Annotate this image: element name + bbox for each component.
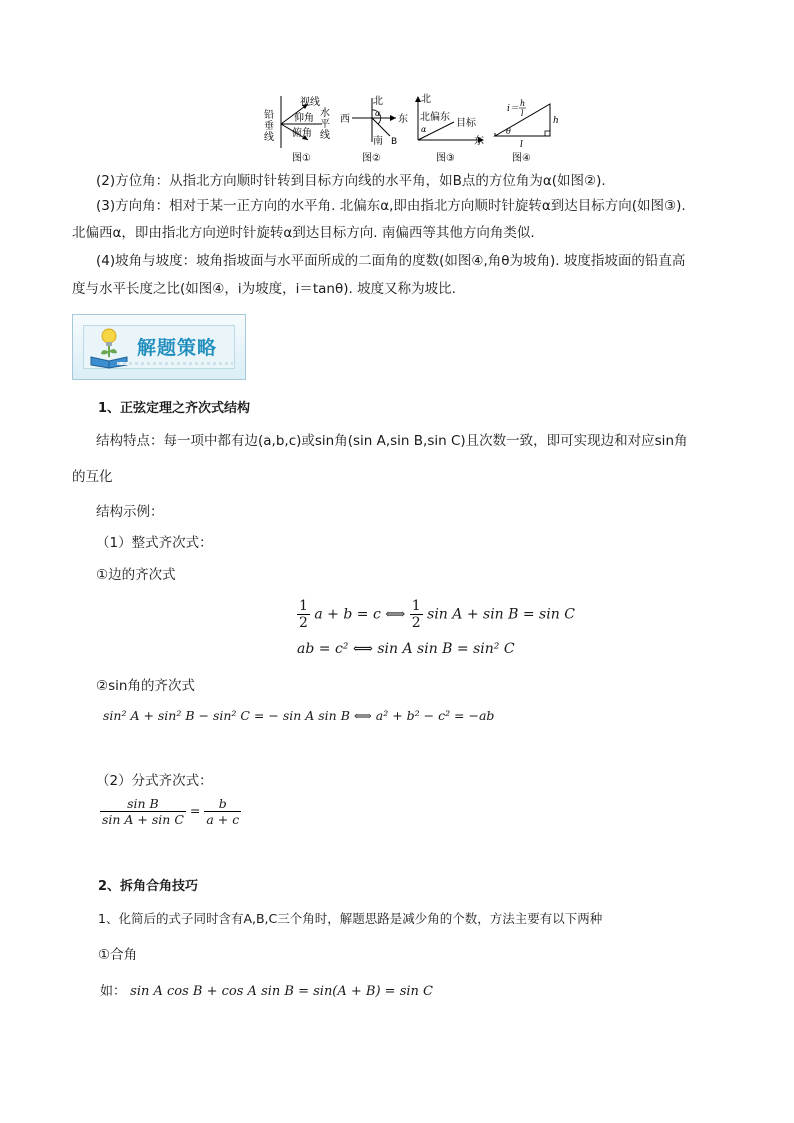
fig4-frac-num: h [520,99,526,108]
figure-2 [340,95,408,164]
fig1-horiz-2: 平 [320,119,330,130]
fig2-east: 东 [398,114,408,125]
fig3-north: 北 [421,94,431,105]
banner-stripes [117,362,233,365]
equals-sign: = [189,803,201,818]
fig2-north: 北 [373,96,383,107]
fig3-angle: α [421,125,427,134]
paragraph-azimuth: (2)方位角：从指北方向顺时针转到目标方向线的水平角，如B点的方位角为α(如图②). [96,173,606,189]
section1-integral-label: （1）整式齐次式： [96,535,213,551]
figure-4 [495,99,559,164]
fig3-ne: 北偏东 [420,112,450,123]
fig4-l: l [520,140,523,150]
strategy-banner [72,314,246,380]
section1-example-label: 结构示例： [96,504,164,520]
figure-1 [264,95,330,164]
fig2-west: 西 [340,114,350,125]
fig1-horiz-1: 水 [320,108,330,119]
half-fraction-1: $\frac{1}{2}$ [299,598,308,631]
fig2-angle: α [375,109,381,118]
example-equation: sin A cos B + cos A sin B = sin(A + B) = sin C [130,984,433,999]
fig4-theta: θ [506,127,511,136]
paragraph-direction-1: (3)方向角：相对于某一正方向的水平角. 北偏东α,即由指北方向顺时针旋转α到达目标方向(如图③). [96,198,686,214]
fig3-caption: 图③ [436,153,455,164]
equation-fractional [100,796,241,827]
equation-side-homogeneous-1 [297,598,575,631]
section1-heading: 1、正弦定理之齐次式结构 [98,401,251,416]
section1-sin-label: ②sin角的齐次式 [96,678,195,694]
section2-merge-label: ①合角 [98,947,138,963]
fig1-line-3: 线 [264,132,274,143]
section2-heading: 2、拆角合角技巧 [98,879,199,894]
paragraph-slope-2: 度与水平长度之比(如图④，i为坡度，i＝tanθ). 坡度又称为坡比. [72,281,456,297]
fig3-target: 目标 [456,118,476,129]
eq1-left: a + b = c ⟺ [314,606,406,623]
fig4-i-prefix: i＝ [507,104,519,114]
fig2-caption: 图② [362,153,381,164]
figure-3 [415,93,484,164]
section1-fractional-label: （2）分式齐次式： [96,773,213,789]
fig4-h: h [553,116,559,126]
fig1-elevation: 仰角 [294,113,314,124]
fig4-frac-den: l [521,109,524,118]
eq1-right: sin A + sin B = sin C [427,606,575,623]
fraction-right: $\frac{b}{a + c}$ [206,796,240,827]
example-prefix: 如： [100,984,127,999]
fig1-sight: 视线 [300,97,320,108]
fig1-line-2: 垂 [264,121,274,132]
half-fraction-2: $\frac{1}{2}$ [411,598,421,631]
fig1-horiz-3: 线 [320,130,330,141]
equation-side-homogeneous-2: ab = c² ⟺ sin A sin B = sin² C [297,641,515,657]
equation-sin-homogeneous: sin² A + sin² B − sin² C = − sin A sin B ⟺ a² + b² − c² = −ab [103,708,495,723]
fig1-line-1: 铅 [264,110,274,121]
banner-title: 解题策略 [137,337,218,359]
fig1-depression: 俯角 [292,128,312,139]
paragraph-direction-2: 北偏西α，即由指北方向逆时针旋转α到达目标方向. 南偏西等其他方向角类似. [72,225,535,241]
section1-side-label: ①边的齐次式 [96,567,176,583]
fig4-caption: 图④ [512,153,531,164]
fig3-east: 东 [474,136,484,147]
section2-example [100,980,433,999]
fig2-point: B [391,137,398,147]
paragraph-slope-1: (4)坡角与坡度：坡角指坡面与水平面所成的二面角的度数(如图④,角θ为坡角). 坡度指坡面的铅直高 [96,253,686,269]
section1-feature-line-1: 结构特点：每一项中都有边(a,b,c)或sin角(sin A,sin B,sin C)且次数一致，即可实现边和对应sin角 [96,433,688,449]
fraction-left: $\frac{\text{sin B}}{\text{sin A + sin C}}$ [102,796,184,827]
section1-feature-line-2: 的互化 [72,469,113,485]
fig1-caption: 图① [292,153,311,164]
figure-row [250,92,570,166]
fig2-south: 南 [373,136,383,147]
section2-line-1: 1、化简后的式子同时含有A,B,C三个角时，解题思路是减少角的个数，方法主要有以下两种 [98,911,603,926]
